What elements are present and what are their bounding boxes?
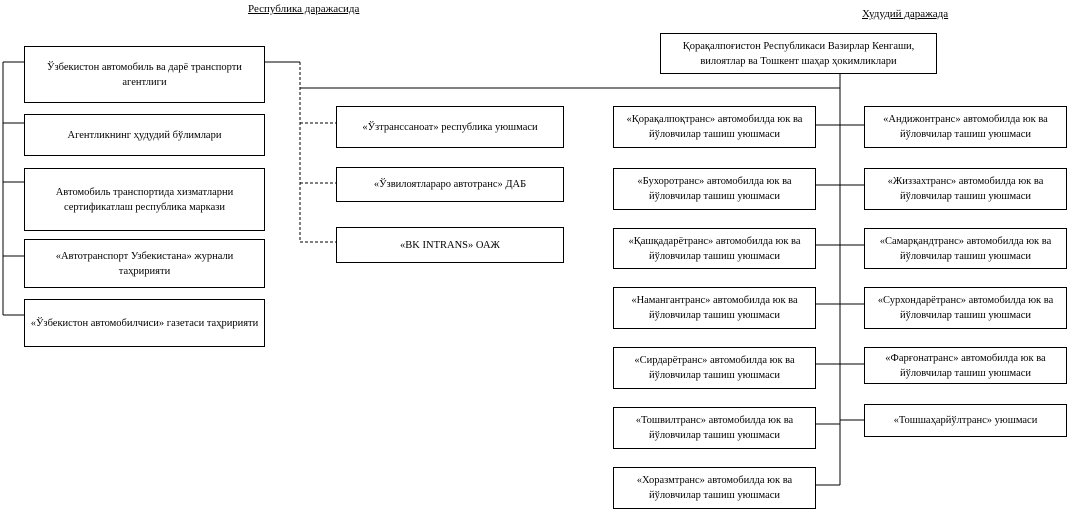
newspaper-editorial-box: «Ўзбекистон автомобилчиси» газетаси таҳририяти [24,299,265,347]
agency-box: Ўзбекистон автомобиль ва дарё транспорти агентлиги [24,46,265,103]
regional-level-header: Худудий даражада [862,8,949,20]
bk-intrans-box: «BK INTRANS» ОАЖ [336,227,564,263]
sirdaryatrans-box: «Сирдарётранс» автомобилда юк ва йўловчилар ташиш уюшмаси [613,347,816,389]
republic-level-header: Республика даражасида [248,3,360,15]
toshshaharyultrans-box: «Тошшаҳарйўлтранс» уюшмаси [864,404,1067,437]
namangantrans-box: «Намангантранс» автомобилда юк ва йўловчилар ташиш уюшмаси [613,287,816,329]
uzviloyatlararo-box: «Ўзвилоятлараро автотранс» ДАБ [336,167,564,202]
samarkandtrans-box: «Самарқандтранс» автомобилда юк ва йўловчилар ташиш уюшмаси [864,228,1067,269]
uztranssanoat-box: «Ўзтранссаноат» республика уюшмаси [336,106,564,148]
tashviltrans-box: «Тошвилтранс» автомобилда юк ва йўловчилар ташиш уюшмаси [613,407,816,449]
journal-editorial-box: «Автотранспорт Узбекистана» журнали таҳририяти [24,239,265,288]
certification-center-box: Автомобиль транспортида хизматларни сертификатлаш республика маркази [24,168,265,231]
andijantrans-box: «Андижонтранс» автомобилда юк ва йўловчилар ташиш уюшмаси [864,106,1067,148]
regional-authorities-box: Қорақалпоғистон Республикаси Вазирлар Кенгаши, вилоятлар ва Тошкент шаҳар ҳокимликлари [660,33,937,74]
regional-departments-box: Агентликнинг ҳудудий бўлимлари [24,114,265,156]
bukharatrans-box: «Бухоротранс» автомобилда юк ва йўловчилар ташиш уюшмаси [613,168,816,210]
kashkadaryatrans-box: «Қашқадарётранс» автомобилда юк ва йўловчилар ташиш уюшмаси [613,228,816,269]
ferganatrans-box: «Фарғонатранс» автомобилда юк ва йўловчилар ташиш уюшмаси [864,347,1067,384]
khorezmtrans-box: «Хоразмтранс» автомобилда юк ва йўловчилар ташиш уюшмаси [613,467,816,509]
jizzakhtrans-box: «Жиззахтранс» автомобилда юк ва йўловчилар ташиш уюшмаси [864,168,1067,210]
surkhandaryatrans-box: «Сурхондарётранс» автомобилда юк ва йўловчилар ташиш уюшмаси [864,287,1067,329]
karakalpaktrans-box: «Қорақалпоқтранс» автомобилда юк ва йўловчилар ташиш уюшмаси [613,106,816,148]
